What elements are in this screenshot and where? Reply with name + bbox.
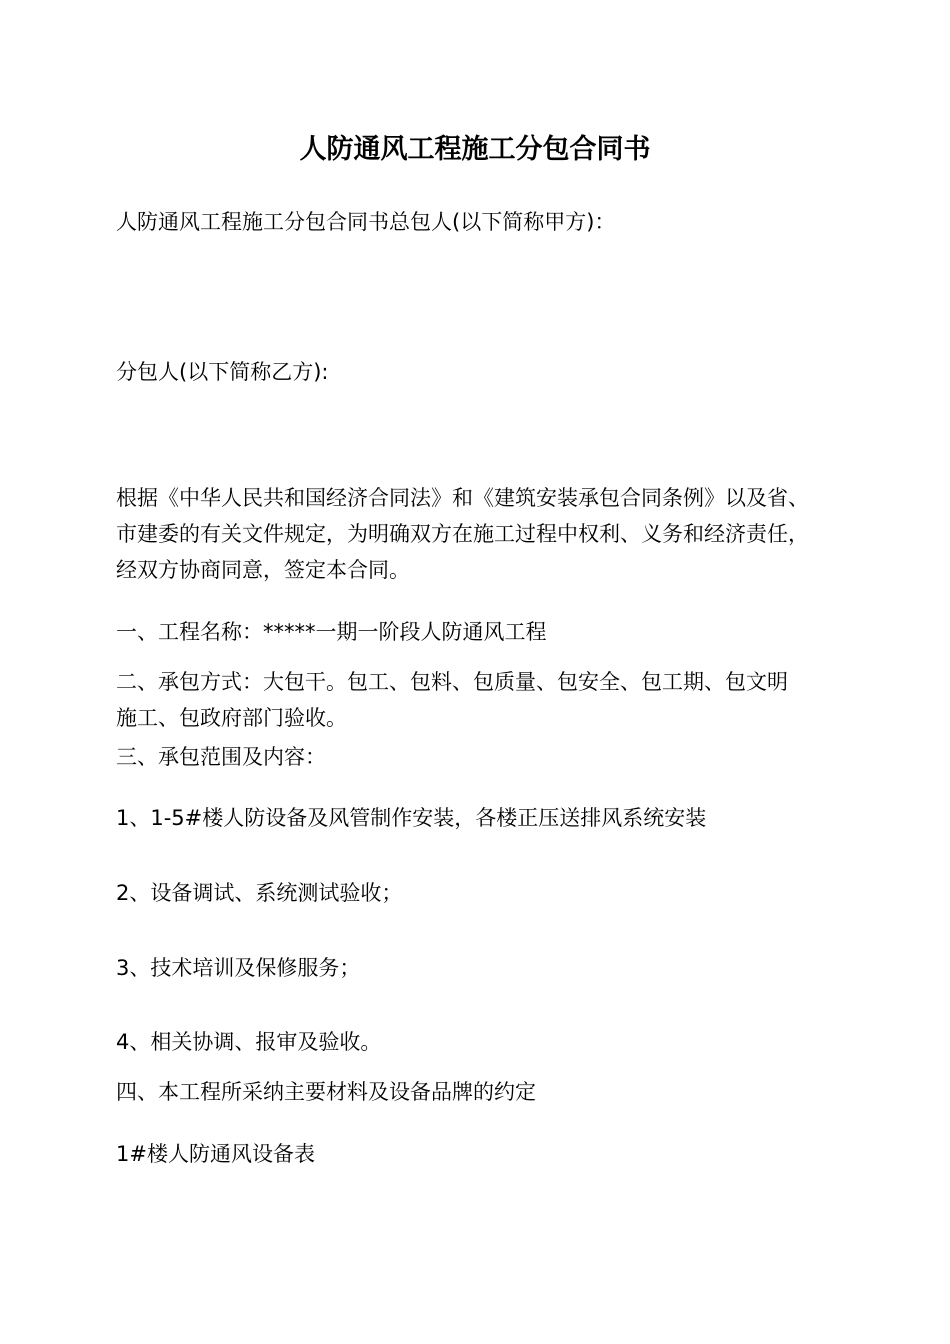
scope-item-1: 1、1-5#楼人防设备及风管制作安装，各楼正压送排风系统安装 xyxy=(116,806,707,830)
document-title: 人防通风工程施工分包合同书 xyxy=(299,134,651,165)
scope-item-3: 3、技术培训及保修服务； xyxy=(116,956,361,980)
contract-method-line-2: 施工、包政府部门验收。 xyxy=(116,706,347,730)
scope-item-4: 4、相关协调、报审及验收。 xyxy=(116,1030,382,1054)
contract-method-line-1: 二、承包方式：大包干。包工、包料、包质量、包安全、包工期、包文明 xyxy=(116,670,788,694)
table-caption: 1#楼人防通风设备表 xyxy=(116,1142,315,1166)
scope-item-2: 2、设备调试、系统测试验收； xyxy=(116,881,403,905)
section-materials-heading: 四、本工程所采纳主要材料及设备品牌的约定 xyxy=(116,1080,536,1104)
preamble-line-3: 经双方协商同意，签定本合同。 xyxy=(116,558,410,582)
party-a-line: 人防通风工程施工分包合同书总包人(以下简称甲方)： xyxy=(116,210,616,234)
preamble-line-1: 根据《中华人民共和国经济合同法》和《建筑安装承包合同条例》以及省、 xyxy=(116,486,809,510)
section-scope-heading: 三、承包范围及内容： xyxy=(116,745,326,769)
preamble-line-2: 市建委的有关文件规定，为明确双方在施工过程中权利、义务和经济责任， xyxy=(116,522,809,546)
section-project-name: 一、工程名称：*****一期一阶段人防通风工程 xyxy=(116,620,547,644)
party-b-line: 分包人(以下简称乙方): xyxy=(116,360,329,384)
